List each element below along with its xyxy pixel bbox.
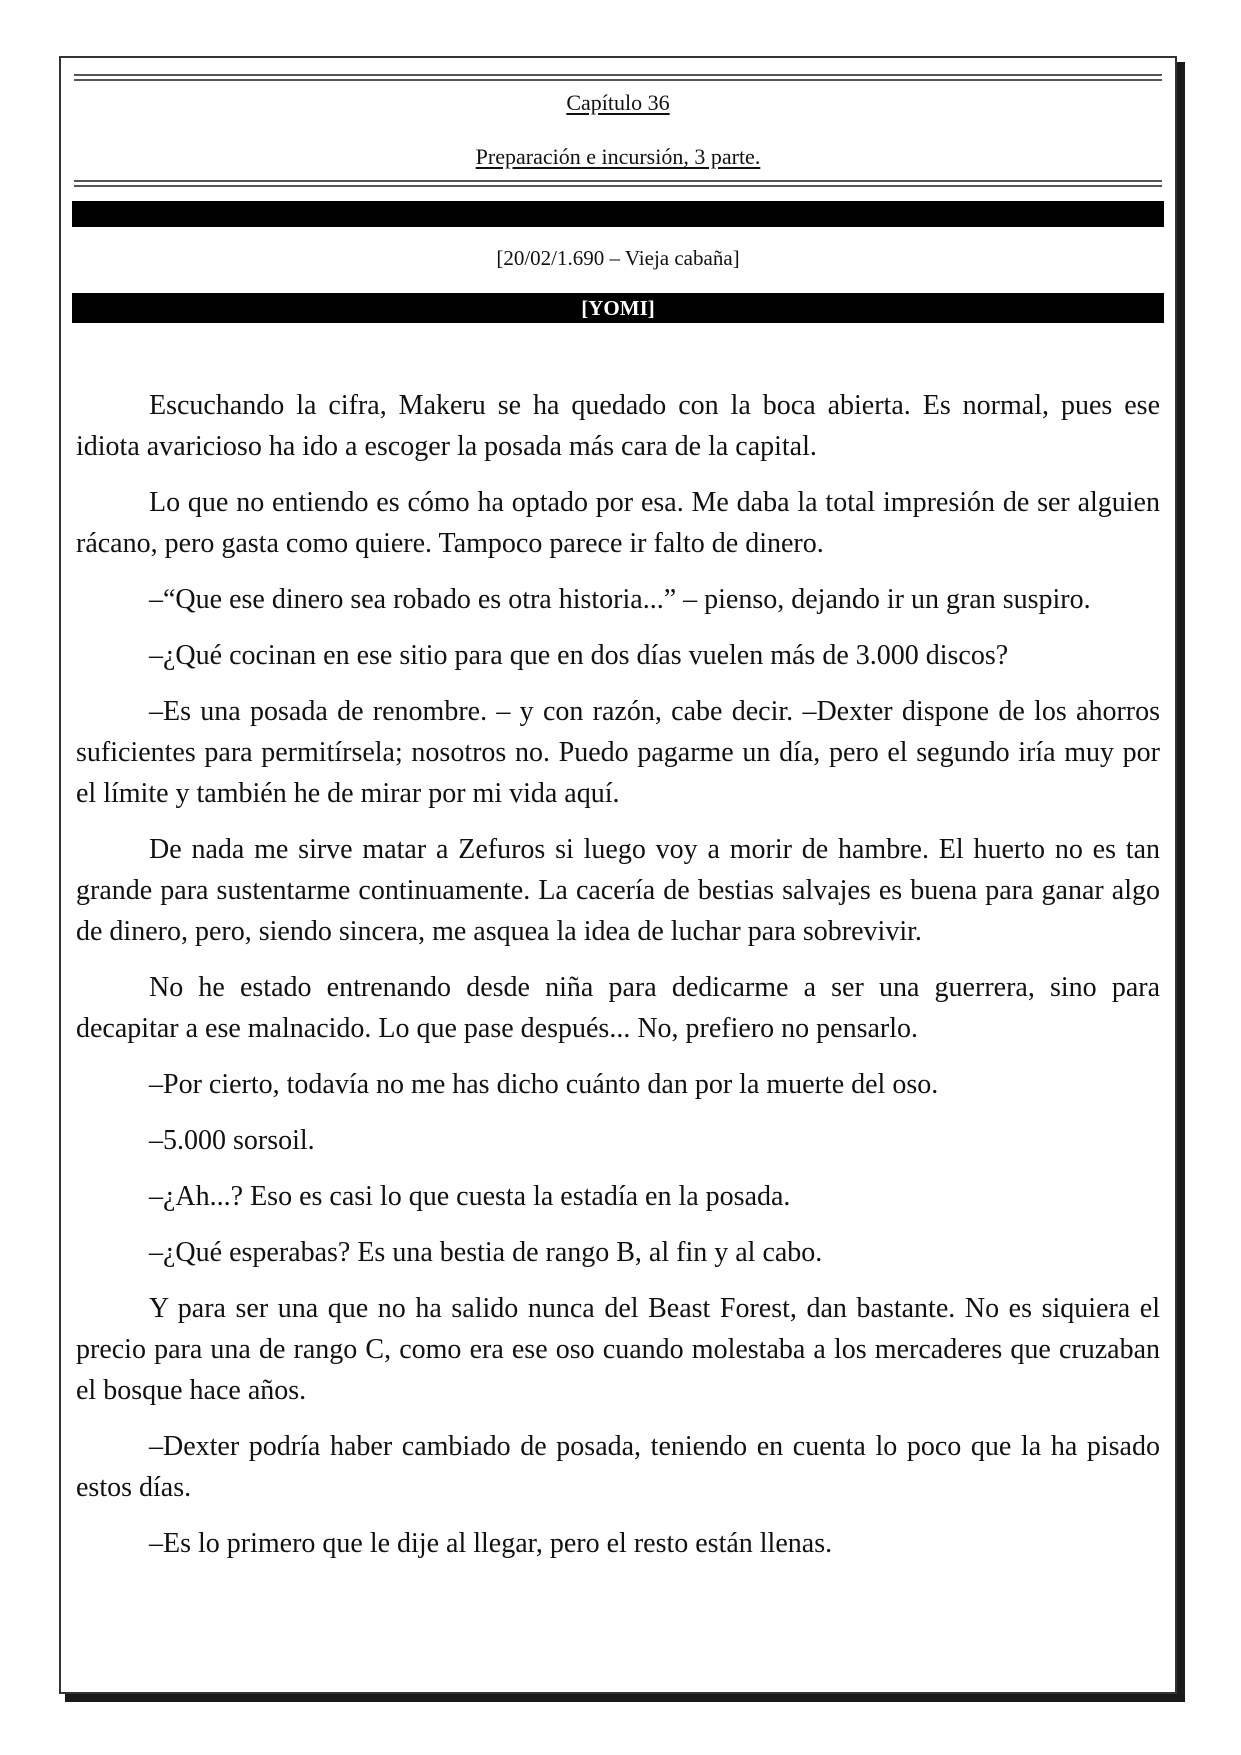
scene-header: [20/02/1.690 – Vieja cabaña] [496,246,740,270]
top-double-rule [74,74,1162,81]
paragraph: –Es una posada de renombre. – y con razón, cabe decir. –Dexter dispone de los ahorros suficientes para permitírsela; nosotros no. Puedo pagarme un día, pero el segundo iría muy por el límite y también he de mirar por mi vida aquí. [76,696,1160,809]
paragraph: Y para ser una que no ha salido nunca del Beast Forest, dan bastante. No es siquiera el precio para una de rango C, como era ese oso cuando molestaba a los mercaderes que cruzaban el bosque hace años. [76,1293,1160,1406]
page-frame [59,56,1177,1694]
paragraph: Lo que no entiendo es cómo ha optado por esa. Me daba la total impresión de ser alguien rácano, pero gasta como quiere. Tampoco parece ir falto de dinero. [76,487,1160,559]
paragraph: –¿Qué cocinan en ese sitio para que en dos días vuelen más de 3.000 discos? [149,640,1009,671]
chapter-subtitle: Preparación e incursión, 3 parte. [475,144,761,169]
body-text [76,385,1160,1579]
paragraph: –“Que ese dinero sea robado es otra historia...” – pienso, dejando ir un gran suspiro. [149,584,1091,615]
paragraph: No he estado entrenando desde niña para dedicarme a ser una guerrera, sino para decapitar a ese malnacido. Lo que pase después... No, prefiero no pensarlo. [76,972,1160,1044]
paragraph: –Es lo primero que le dije al llegar, pero el resto están llenas. [149,1528,833,1559]
paragraph: –¿Ah...? Eso es casi lo que cuesta la estadía en la posada. [149,1181,791,1212]
pov-name-bar: [YOMI] [72,293,1164,323]
paragraph: De nada me sirve matar a Zefuros si luego voy a morir de hambre. El huerto no es tan grande para sustentarme continuamente. La cacería de bestias salvajes es buena para ganar algo de dinero, pero, siendo sincera, me asquea la idea de luchar para sobrevivir. [76,834,1160,947]
section-divider-bar [72,201,1164,227]
paragraph: –Por cierto, todavía no me has dicho cuánto dan por la muerte del oso. [149,1069,939,1100]
chapter-title: Capítulo 36 [566,90,670,115]
bottom-double-rule [74,180,1162,187]
paragraph: Escuchando la cifra, Makeru se ha quedado con la boca abierta. Es normal, pues ese idiota avaricioso ha ido a escoger la posada más cara de la capital. [76,390,1160,462]
paragraph: –Dexter podría haber cambiado de posada, teniendo en cuenta lo poco que la ha pisado estos días. [76,1431,1160,1503]
paragraph: –¿Qué esperabas? Es una bestia de rango B, al fin y al cabo. [149,1237,823,1268]
paragraph: –5.000 sorsoil. [149,1125,315,1156]
